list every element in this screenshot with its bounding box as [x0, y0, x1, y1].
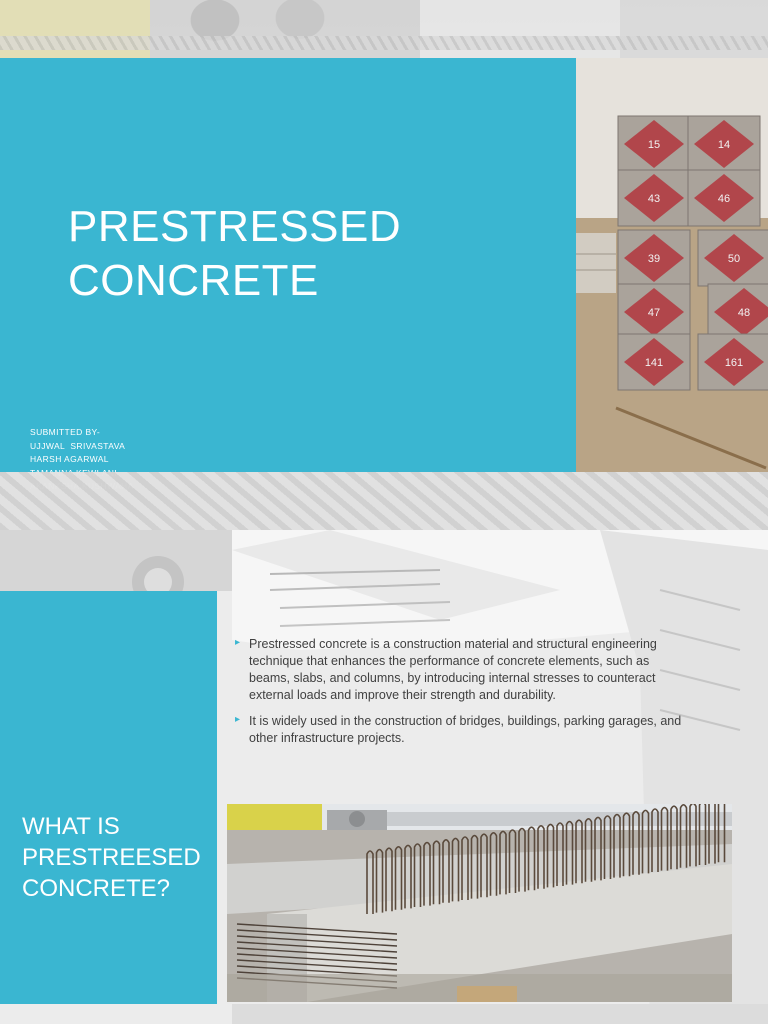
- title-line-1: WHAT IS: [22, 813, 120, 840]
- block-number: 14: [717, 139, 731, 151]
- precast-beam-illustration: [227, 804, 732, 1002]
- definition-slide: [0, 530, 768, 1024]
- bullet-text: It is widely used in the construction of bridges, buildings, parking garages, and other infrastructure projects.: [249, 714, 682, 745]
- block-number: 47: [647, 307, 661, 319]
- title-panel: [0, 58, 576, 472]
- bullet-item: [235, 713, 687, 747]
- slide-title: [68, 200, 548, 308]
- bullet-arrow-icon: ▸: [235, 637, 241, 648]
- author-name: UJJWAL SRIVASTAVA: [30, 440, 126, 451]
- bullet-arrow-icon: ▸: [235, 714, 241, 725]
- block-number: 50: [727, 253, 741, 265]
- question-panel: [0, 591, 217, 1004]
- background-photo-top: [0, 0, 768, 58]
- title-line-3: CONCRETE?: [22, 875, 171, 902]
- block-number: 141: [644, 357, 664, 369]
- precast-beam-photo: [227, 804, 732, 1002]
- block-number: 161: [724, 357, 744, 369]
- slide-title: [22, 811, 212, 904]
- title-line-2: PRESTREESED: [22, 844, 201, 871]
- block-number: 46: [717, 193, 731, 205]
- background-photo-bottom: [0, 472, 768, 530]
- concrete-blocks-illustration: [576, 58, 768, 472]
- bullet-item: [235, 636, 687, 704]
- bullet-text: Prestressed concrete is a construction material and structural engineering technique that enhances the performance of concrete elements, such as beams, slabs, and columns, by introducing internal stresses to counteract external loads and improve their strength and durability.: [249, 637, 657, 702]
- block-number: 39: [647, 253, 661, 265]
- block-number: 43: [647, 193, 661, 205]
- block-number: 48: [737, 307, 751, 319]
- submitted-by-label: SUBMITTED BY-: [30, 427, 101, 437]
- block-number: 15: [647, 139, 661, 151]
- title-line-1: PRESTRESSED: [68, 202, 402, 251]
- concrete-blocks-photo: [576, 58, 768, 472]
- author-name: HARSH AGARWAL: [30, 454, 109, 464]
- title-line-2: CONCRETE: [68, 256, 319, 305]
- bullet-list: [235, 636, 687, 756]
